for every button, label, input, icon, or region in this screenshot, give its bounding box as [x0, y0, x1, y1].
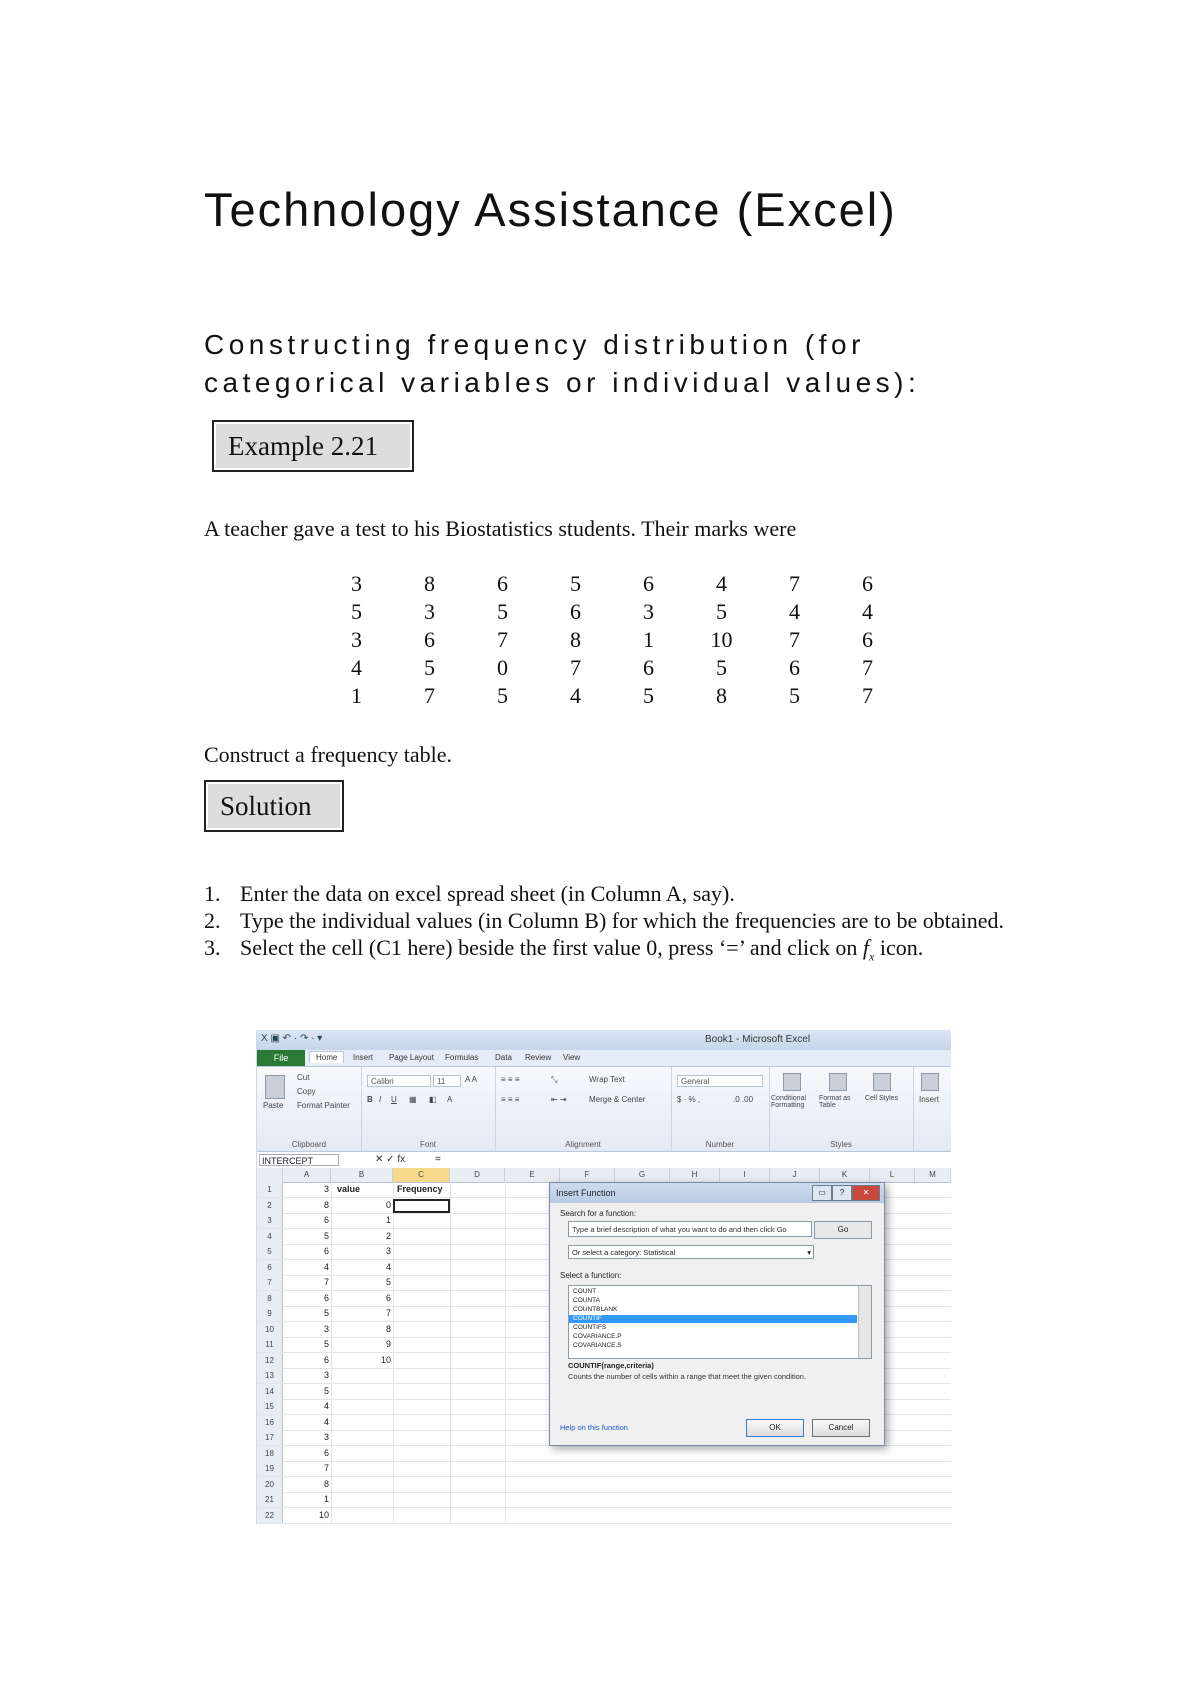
- ribbon: [257, 1067, 951, 1152]
- marks-cell: 5: [789, 683, 800, 708]
- row-number[interactable]: 7: [257, 1275, 283, 1290]
- cell-styles-button[interactable]: Cell Styles: [865, 1095, 899, 1102]
- row-number[interactable]: 13: [257, 1368, 283, 1383]
- category-select[interactable]: Or select a category: Statistical ▾: [568, 1245, 814, 1259]
- copy-button[interactable]: Copy: [297, 1087, 316, 1096]
- font-group-label: Font: [419, 1140, 436, 1149]
- cell-a[interactable]: 6: [323, 1354, 329, 1365]
- merge-center-button[interactable]: Merge & Center: [589, 1095, 646, 1104]
- paste-label[interactable]: Paste: [263, 1101, 284, 1110]
- orientation-icon[interactable]: ⤡: [551, 1075, 558, 1084]
- marks-cell: 4: [862, 599, 873, 624]
- cell-a[interactable]: 6: [323, 1447, 329, 1458]
- go-button[interactable]: Go: [814, 1221, 872, 1239]
- row-number[interactable]: 18: [257, 1446, 283, 1461]
- row-number[interactable]: 3: [257, 1213, 283, 1228]
- row-number[interactable]: 6: [257, 1260, 283, 1275]
- column-header[interactable]: L: [870, 1168, 915, 1182]
- task-text: Construct a frequency table.: [204, 742, 453, 767]
- solution-label: Solution: [204, 780, 344, 832]
- column-header[interactable]: B: [331, 1168, 393, 1182]
- bold-icon[interactable]: B: [367, 1095, 373, 1104]
- format-painter-button[interactable]: Format Painter: [297, 1101, 350, 1110]
- row-number[interactable]: 1: [257, 1182, 283, 1197]
- excel-titlebar: [257, 1030, 951, 1050]
- marks-cell: 1: [351, 683, 362, 708]
- cell-b[interactable]: 2: [385, 1230, 391, 1241]
- marks-cell: 7: [862, 655, 873, 680]
- tab-data[interactable]: Data: [495, 1053, 512, 1062]
- row-number[interactable]: 15: [257, 1399, 283, 1414]
- cell-b-header[interactable]: value: [337, 1184, 361, 1194]
- top-align-icon[interactable]: ≡ ≡ ≡: [501, 1075, 520, 1084]
- marks-cell: 6: [789, 655, 800, 680]
- marks-cell: 6: [862, 571, 873, 596]
- marks-cell: 5: [643, 683, 654, 708]
- column-header[interactable]: M: [915, 1168, 951, 1182]
- excel-screenshot: [256, 1030, 951, 1524]
- alignment-group: [495, 1067, 672, 1151]
- formula-buttons[interactable]: ✕ ✓ fx: [375, 1154, 406, 1165]
- cell-b[interactable]: 4: [385, 1261, 391, 1272]
- list-item[interactable]: COUNTIFS: [573, 1324, 607, 1331]
- row-number[interactable]: 2: [257, 1198, 283, 1213]
- marks-row: [320, 654, 904, 682]
- list-item[interactable]: COVARIANCE.S: [573, 1342, 622, 1349]
- conditional-formatting-button[interactable]: Conditional Formatting: [771, 1095, 807, 1109]
- cell-a[interactable]: 8: [323, 1478, 329, 1489]
- border-icon[interactable]: ▦: [409, 1095, 417, 1104]
- font-group: [361, 1067, 496, 1151]
- marks-cell: 5: [570, 571, 581, 596]
- marks-row: [320, 598, 904, 626]
- insert-function-dialog: [549, 1182, 885, 1446]
- marks-cell: 6: [643, 571, 654, 596]
- quick-access-toolbar[interactable]: X ▣ ↶ · ↷ · ▾: [261, 1033, 323, 1044]
- name-box[interactable]: INTERCEPT: [259, 1154, 339, 1166]
- format-as-table-button[interactable]: Format as Table: [819, 1095, 851, 1109]
- minimize-icon[interactable]: ▭: [812, 1185, 832, 1201]
- marks-table: [320, 570, 904, 710]
- chevron-down-icon[interactable]: ▾: [807, 1248, 811, 1257]
- example-label: Example 2.21: [212, 420, 414, 472]
- cut-button[interactable]: Cut: [297, 1073, 310, 1082]
- marks-cell: 6: [862, 627, 873, 652]
- marks-cell: 1: [643, 627, 654, 652]
- cell-b[interactable]: 3: [385, 1246, 391, 1256]
- row-number[interactable]: 9: [257, 1306, 283, 1321]
- row-number[interactable]: 16: [257, 1415, 283, 1430]
- marks-cell: 4: [716, 571, 727, 596]
- help-link[interactable]: Help on this function: [560, 1423, 628, 1432]
- table-row: [257, 1492, 951, 1508]
- marks-cell: 7: [497, 627, 508, 652]
- step-1: 1. Enter the data on excel spread sheet (in Column A, say).: [204, 881, 735, 906]
- row-number[interactable]: 21: [257, 1492, 283, 1507]
- cell-a[interactable]: 1: [323, 1494, 329, 1504]
- decimal-icon[interactable]: .0 .00: [733, 1095, 754, 1104]
- active-cell-c2[interactable]: [393, 1199, 450, 1213]
- marks-cell: 5: [716, 599, 727, 624]
- styles-group: [769, 1067, 914, 1151]
- page-title: Technology Assistance (Excel): [204, 183, 897, 236]
- column-header[interactable]: E: [505, 1168, 560, 1182]
- marks-cell: 5: [716, 655, 727, 680]
- column-header[interactable]: H: [670, 1168, 720, 1182]
- clipboard-group: [257, 1067, 362, 1151]
- italic-icon[interactable]: I: [379, 1095, 382, 1104]
- column-header[interactable]: G: [615, 1168, 670, 1182]
- left-align-icon[interactable]: ≡ ≡ ≡: [501, 1095, 520, 1104]
- clipboard-group-label: Clipboard: [291, 1140, 327, 1149]
- cell-b[interactable]: 6: [385, 1292, 391, 1303]
- ok-button[interactable]: OK: [746, 1419, 804, 1437]
- cell-a[interactable]: 3: [323, 1184, 329, 1194]
- cell-b[interactable]: 1: [385, 1215, 391, 1225]
- function-signature: COUNTIF(range,criteria): [568, 1361, 654, 1370]
- close-icon[interactable]: ✕: [852, 1185, 880, 1201]
- step-2: 2. Type the individual values (in Column B) for which the frequencies are to be obtained.: [204, 908, 1004, 933]
- font-name-select[interactable]: Calibri: [367, 1075, 431, 1087]
- cell-a[interactable]: 3: [323, 1370, 329, 1380]
- marks-cell: 5: [497, 599, 508, 624]
- number-format-select[interactable]: General: [677, 1075, 763, 1087]
- dialog-titlebar: [550, 1183, 884, 1203]
- marks-cell: 4: [570, 683, 581, 708]
- marks-cell: 8: [716, 683, 727, 708]
- marks-cell: 6: [643, 655, 654, 680]
- marks-cell: 10: [710, 627, 733, 652]
- cell-a[interactable]: 10: [318, 1509, 329, 1520]
- marks-cell: 7: [789, 627, 800, 652]
- marks-cell: 7: [424, 683, 435, 708]
- search-label: Search for a function:: [560, 1209, 637, 1218]
- steps-list: [204, 880, 1004, 970]
- cell-b[interactable]: 9: [385, 1339, 391, 1349]
- select-function-label: Select a function:: [560, 1271, 622, 1280]
- section-heading: Constructing frequency distribution (for categorical variables or individual values):: [204, 329, 921, 398]
- column-header[interactable]: D: [450, 1168, 505, 1182]
- marks-cell: 8: [424, 571, 435, 596]
- cell-a[interactable]: 5: [323, 1385, 329, 1396]
- step-3: 3. Select the cell (C1 here) beside the first value 0, press ‘=’ and click on $f_x$ icon.: [204, 935, 924, 964]
- marks-cell: 6: [497, 571, 508, 596]
- row-number[interactable]: 17: [257, 1430, 283, 1445]
- font-grow-icon[interactable]: A A: [465, 1075, 478, 1084]
- cell-a[interactable]: 7: [323, 1277, 329, 1287]
- row-number[interactable]: 5: [257, 1244, 283, 1259]
- ribbon-tabs: [257, 1050, 951, 1067]
- styles-group-label: Styles: [830, 1140, 852, 1149]
- select-all-corner[interactable]: [257, 1168, 283, 1182]
- column-header[interactable]: J: [770, 1168, 820, 1182]
- cell-a[interactable]: 4: [323, 1261, 329, 1272]
- cell-b[interactable]: 0: [385, 1199, 391, 1210]
- marks-cell: 6: [424, 627, 435, 652]
- table-row: [257, 1461, 951, 1477]
- marks-cell: 3: [643, 599, 654, 624]
- table-row: [257, 1446, 951, 1462]
- fill-color-icon[interactable]: ◧: [429, 1095, 437, 1104]
- cell-b[interactable]: 8: [385, 1323, 391, 1334]
- cell-a[interactable]: 5: [323, 1339, 329, 1349]
- row-number[interactable]: 12: [257, 1353, 283, 1368]
- marks-cell: 3: [424, 599, 435, 624]
- tab-formulas[interactable]: Formulas: [445, 1053, 479, 1062]
- alignment-group-label: Alignment: [565, 1140, 601, 1149]
- paste-icon[interactable]: [265, 1075, 285, 1099]
- cell-a[interactable]: 8: [323, 1199, 329, 1210]
- insert-cells-button[interactable]: Insert: [919, 1095, 940, 1104]
- conditional-formatting-icon[interactable]: [783, 1073, 801, 1091]
- column-header[interactable]: K: [820, 1168, 870, 1182]
- formula-bar: [257, 1152, 951, 1169]
- marks-row: [320, 626, 904, 654]
- marks-cell: 3: [351, 571, 362, 596]
- function-description: Counts the number of cells within a range that meet the given condition.: [568, 1372, 807, 1381]
- function-list[interactable]: [568, 1285, 872, 1359]
- cell-b[interactable]: 5: [385, 1277, 391, 1287]
- cell-a[interactable]: 5: [323, 1230, 329, 1241]
- dialog-title: Insert Function: [556, 1188, 616, 1198]
- cell-a[interactable]: 6: [323, 1292, 329, 1303]
- row-number[interactable]: 8: [257, 1291, 283, 1306]
- column-header[interactable]: C: [393, 1168, 450, 1182]
- formula-input[interactable]: =: [435, 1154, 441, 1165]
- list-item[interactable]: COVARIANCE.P: [573, 1333, 622, 1340]
- cell-a[interactable]: 5: [323, 1308, 329, 1318]
- cell-a[interactable]: 4: [323, 1401, 329, 1411]
- list-item-selected[interactable]: COUNTIF: [569, 1315, 857, 1323]
- indent-icon[interactable]: ⇤ ⇥: [551, 1095, 567, 1104]
- row-number[interactable]: 14: [257, 1384, 283, 1399]
- intro-text: A teacher gave a test to his Biostatistics students. Their marks were: [204, 516, 797, 541]
- cell-b[interactable]: 10: [380, 1354, 391, 1365]
- marks-row: [320, 570, 904, 598]
- cancel-button[interactable]: Cancel: [812, 1419, 870, 1437]
- insert-cells-icon[interactable]: [921, 1073, 939, 1091]
- tab-insert[interactable]: Insert: [353, 1053, 374, 1062]
- marks-cell: 6: [570, 599, 581, 624]
- list-item[interactable]: COUNTBLANK: [573, 1306, 618, 1313]
- number-group-label: Number: [705, 1140, 735, 1149]
- marks-cell: 4: [789, 599, 800, 624]
- function-search-input[interactable]: Type a brief description of what you want to do and then click Go: [568, 1221, 812, 1237]
- cell-a[interactable]: 6: [323, 1246, 329, 1256]
- currency-icon[interactable]: $ · % ,: [677, 1095, 701, 1104]
- list-scrollbar[interactable]: [858, 1286, 871, 1358]
- cell-a[interactable]: 3: [323, 1432, 329, 1442]
- cell-styles-icon[interactable]: [873, 1073, 891, 1091]
- marks-cell: 3: [351, 627, 362, 652]
- help-icon[interactable]: ?: [832, 1185, 852, 1201]
- cell-c-header[interactable]: Frequency: [397, 1184, 443, 1194]
- font-color-icon[interactable]: A: [447, 1095, 453, 1104]
- list-item[interactable]: COUNTA: [573, 1297, 600, 1304]
- table-row: [257, 1508, 951, 1524]
- underline-icon[interactable]: U: [391, 1095, 397, 1104]
- cell-a[interactable]: 4: [323, 1416, 329, 1427]
- row-number[interactable]: 10: [257, 1322, 283, 1337]
- marks-cell: 7: [789, 571, 800, 596]
- marks-cell: 5: [497, 683, 508, 708]
- cell-a[interactable]: 6: [323, 1215, 329, 1225]
- cell-a[interactable]: 7: [323, 1463, 329, 1473]
- marks-cell: 7: [570, 655, 581, 680]
- font-size-select[interactable]: 11: [433, 1075, 461, 1087]
- marks-row: [320, 682, 904, 710]
- row-number[interactable]: 20: [257, 1477, 283, 1492]
- marks-cell: 8: [570, 627, 581, 652]
- row-number[interactable]: 22: [257, 1508, 283, 1523]
- marks-cell: 5: [351, 599, 362, 624]
- wrap-text-button[interactable]: Wrap Text: [589, 1075, 625, 1084]
- table-row: [257, 1477, 951, 1493]
- tab-review[interactable]: Review: [525, 1053, 552, 1062]
- column-headers: [257, 1168, 951, 1183]
- marks-cell: 0: [497, 655, 508, 680]
- file-tab[interactable]: File: [257, 1050, 305, 1066]
- row-number[interactable]: 11: [257, 1337, 283, 1352]
- column-header[interactable]: I: [720, 1168, 770, 1182]
- window-title: Book1 - Microsoft Excel: [705, 1034, 811, 1045]
- cell-b[interactable]: 7: [385, 1308, 391, 1318]
- marks-cell: 5: [424, 655, 435, 680]
- column-header[interactable]: F: [560, 1168, 615, 1182]
- cell-a[interactable]: 3: [323, 1323, 329, 1334]
- column-header[interactable]: A: [283, 1168, 331, 1182]
- row-number[interactable]: 4: [257, 1229, 283, 1244]
- row-number[interactable]: 19: [257, 1461, 283, 1476]
- tab-view[interactable]: View: [563, 1053, 581, 1062]
- marks-cell: 4: [351, 655, 362, 680]
- tab-page-layout[interactable]: Page Layout: [389, 1053, 434, 1062]
- number-group: [671, 1067, 770, 1151]
- format-as-table-icon[interactable]: [829, 1073, 847, 1091]
- marks-cell: 7: [862, 683, 873, 708]
- fx-icon-text: $f_x$: [862, 935, 875, 964]
- tab-home[interactable]: Home: [309, 1051, 344, 1063]
- list-item[interactable]: COUNT: [573, 1288, 597, 1295]
